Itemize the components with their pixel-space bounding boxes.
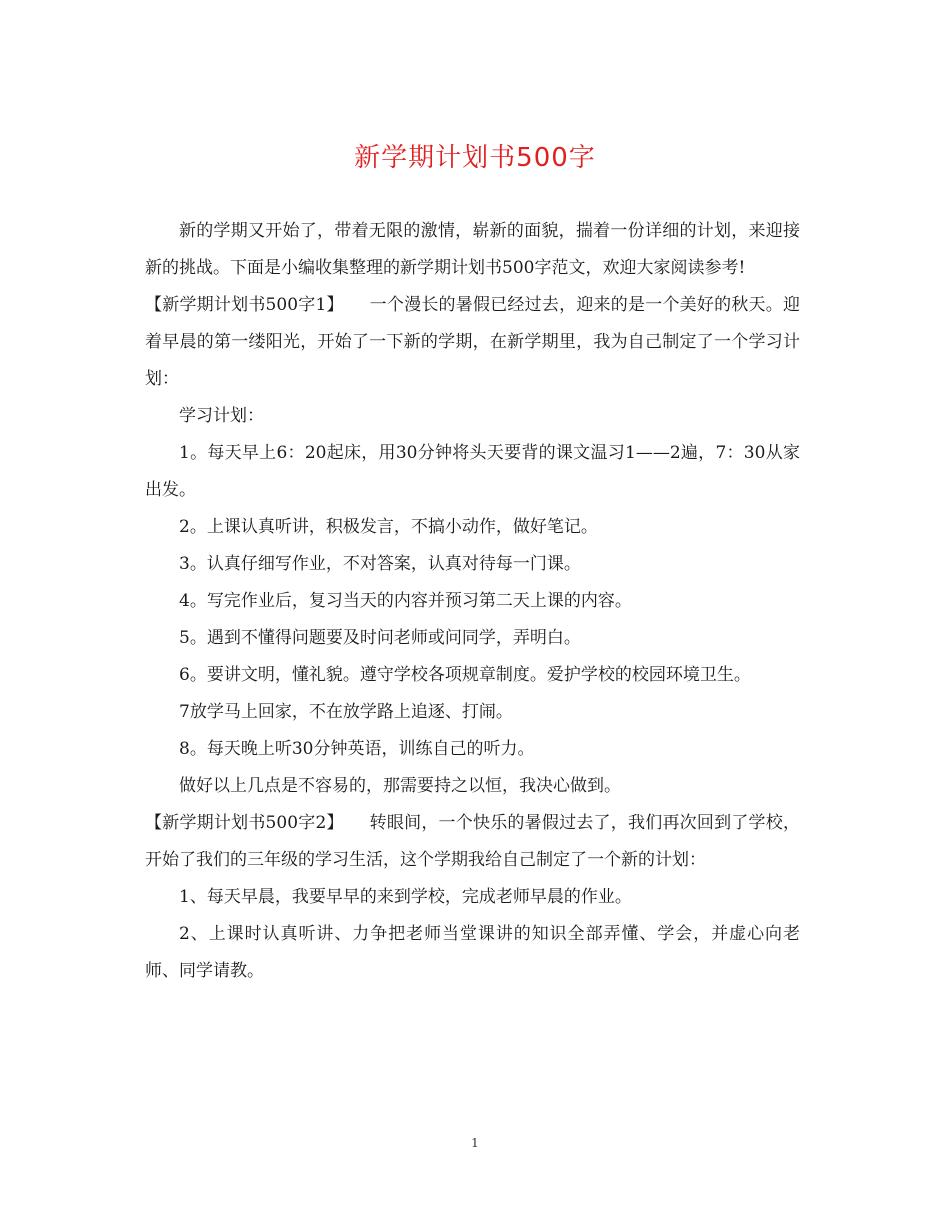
document-body	[145, 213, 800, 990]
section-2-item-1: 1、每天早晨，我要早早的来到学校，完成老师早晨的作业。	[179, 887, 632, 907]
document-title: 新学期计划书500字	[354, 143, 596, 173]
plan-item-8: 8。每天晚上听30分钟英语，训练自己的听力。	[179, 739, 535, 759]
intro-paragraph: 新的学期又开始了，带着无限的激情，崭新的面貌，揣着一份详细的计划，来迎接新的挑战。下面是小编收集整理的新学期计划书500字范文，欢迎大家阅读参考!	[145, 221, 800, 278]
plan-item-6: 6。要讲文明，懂礼貌。遵守学校各项规章制度。爱护学校的校园环境卫生。	[179, 665, 751, 685]
plan-conclusion: 做好以上几点是不容易的，那需要持之以恒，我决心做到。	[179, 776, 621, 796]
plan-item-2: 2。上课认真听讲，积极发言，不搞小动作，做好笔记。	[179, 517, 598, 537]
plan-heading: 学习计划：	[179, 406, 264, 426]
plan-item-7: 7放学马上回家，不在放学路上追逐、打闹。	[179, 702, 513, 722]
section-2-item-2: 2、上课时认真听讲、力争把老师当堂课讲的知识全部弄懂、学会，并虚心向老师、同学请教。	[145, 924, 800, 981]
plan-item-1: 1。每天早上6：20起床，用30分钟将头天要背的课文温习1——2遍，7：30从家出发。	[145, 443, 800, 500]
plan-item-3: 3。认真仔细写作业，不对答案，认真对待每一门课。	[179, 554, 581, 574]
section-2-paragraph: 【新学期计划书500字2】 转眼间，一个快乐的暑假过去了，我们再次回到了学校，开始了我们的三年级的学习生活，这个学期我给自己制定了一个新的计划：	[145, 813, 800, 870]
page-number: 1	[471, 1136, 479, 1150]
plan-item-5: 5。遇到不懂得问题要及时问老师或问同学，弄明白。	[179, 628, 581, 648]
plan-item-4: 4。写完作业后，复习当天的内容并预习第二天上课的内容。	[179, 591, 632, 611]
section-1-paragraph: 【新学期计划书500字1】 一个漫长的暑假已经过去，迎来的是一个美好的秋天。迎着早晨的第一缕阳光，开始了一下新的学期，在新学期里，我为自己制定了一个学习计划：	[145, 295, 800, 389]
